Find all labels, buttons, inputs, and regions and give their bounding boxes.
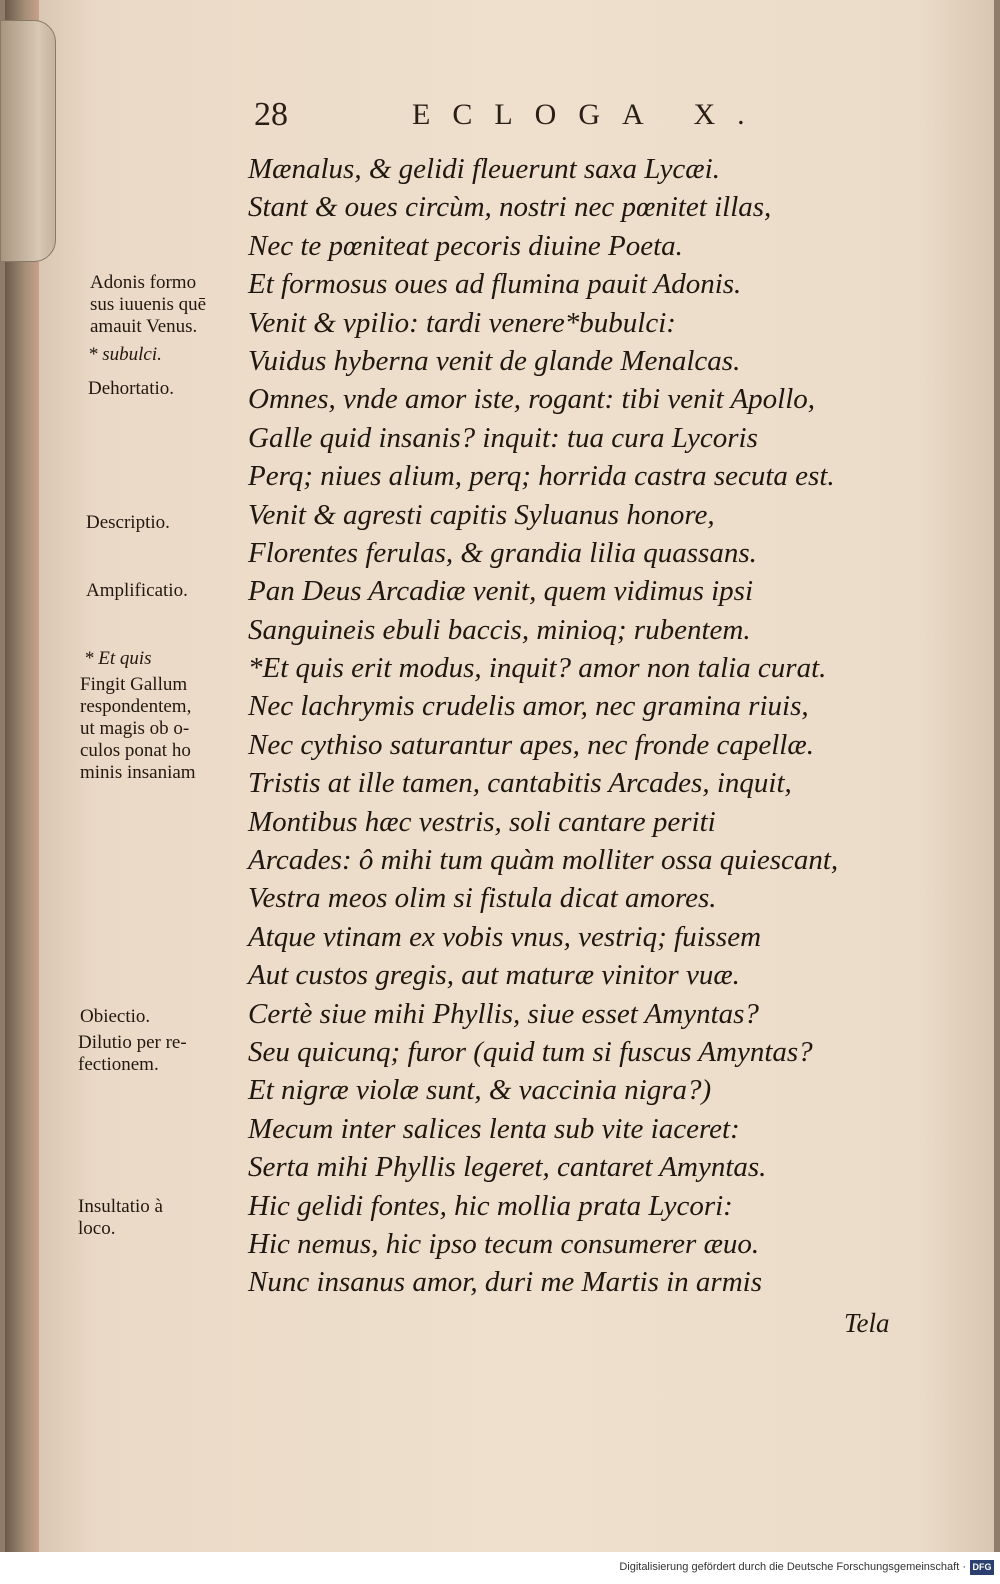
page-header [254, 96, 814, 140]
verse-line: Sanguineis ebuli baccis, minioq; rubentem. [248, 613, 751, 646]
marginal-note-subulci: * subulci. [88, 344, 162, 365]
verse-line: Aut custos gregis, aut maturæ vinitor vuæ. [248, 959, 740, 992]
verse-line: Et formosus oues ad flumina pauit Adonis. [248, 268, 742, 301]
verse-line: Mecum inter salices lenta sub vite iaceret: [248, 1112, 740, 1145]
marginal-note-obiectio: Obiectio. [80, 1006, 151, 1027]
marginal-note-dilutio: Dilutio per re- fectionem. [78, 1032, 187, 1075]
digitization-footer [0, 1552, 1000, 1584]
verse-line: Serta mihi Phyllis legeret, cantaret Amyntas. [248, 1151, 767, 1184]
page-tab [0, 20, 56, 262]
page-number: 28 [254, 96, 288, 133]
verse-line: Mænalus, & gelidi fleuerunt saxa Lycæi. [248, 153, 720, 185]
verse-line: Venit & vpilio: tardi venere*bubulci: [248, 306, 676, 339]
marginal-note-adonis: Adonis formo sus iuuenis quē amauit Venus. [90, 272, 207, 337]
verse-line: Seu quicunq; furor (quid tum si fuscus Amyntas? [248, 1035, 813, 1068]
marginal-note-fingit: Fingit Gallum respondentem, ut magis ob o- culos ponat ho minis insaniam [80, 674, 196, 783]
marginal-note-et-quis: * Et quis [84, 648, 152, 669]
marginal-note-amplificatio: Amplificatio. [86, 580, 188, 601]
verse-line: Hic nemus, hic ipso tecum consumerer æuo. [248, 1227, 760, 1260]
verse-line: Vuidus hyberna venit de glande Menalcas. [248, 344, 741, 377]
verse-line: Nec te pœniteat pecoris diuine Poeta. [248, 229, 683, 262]
verse-line: Venit & agresti capitis Syluanus honore, [248, 498, 715, 531]
verse-line: Nec lachrymis crudelis amor, nec gramina riuis, [248, 690, 809, 723]
marginal-note-dehortatio: Dehortatio. [88, 378, 175, 399]
marginal-note-insultatio: Insultatio à loco. [78, 1196, 163, 1239]
catchword: Tela [844, 1308, 890, 1338]
verse-line: Omnes, vnde amor iste, rogant: tibi venit Apollo, [248, 383, 816, 416]
verse-line: Perq; niues alium, perq; horrida castra secuta est. [248, 460, 835, 493]
verse-line: Montibus hæc vestris, soli cantare periti [248, 805, 716, 838]
verse-line: Arcades: ô mihi tum quàm molliter ossa quiescant, [248, 844, 839, 877]
verse-line: Tristis at ille tamen, cantabitis Arcades, inquit, [248, 767, 792, 800]
verse-line: Et nigræ violæ sunt, & vaccinia nigra?) [248, 1074, 712, 1107]
verse-line: Vestra meos olim si fistula dicat amores. [248, 882, 717, 915]
verse-line: Pan Deus Arcadiæ venit, quem vidimus ipsi [248, 575, 754, 608]
marginal-note-descriptio: Descriptio. [86, 512, 170, 533]
running-title: ECLOGA X. [412, 98, 767, 131]
verse-line: Atque vtinam ex vobis vnus, vestriq; fuissem [248, 920, 762, 953]
dfg-logo: DFG [970, 1560, 994, 1575]
verse-line: Stant & oues circùm, nostri nec pœnitet illas, [248, 191, 772, 224]
verse-text [248, 150, 948, 1302]
verse-line: Hic gelidi fontes, hic mollia prata Lycori: [248, 1189, 733, 1222]
funding-credit: Digitalisierung gefördert durch die Deutsche Forschungsgemeinschaft · [619, 1561, 966, 1573]
verse-line: Certè siue mihi Phyllis, siue esset Amyntas? [248, 997, 759, 1030]
verse-line: Florentes ferulas, & grandia lilia quassans. [248, 536, 757, 569]
verse-line: Nunc insanus amor, duri me Martis in armis [248, 1266, 762, 1299]
verse-line: Galle quid insanis? inquit: tua cura Lycoris [248, 421, 758, 454]
verse-line: *Et quis erit modus, inquit? amor non talia curat. [248, 652, 827, 685]
verse-line: Nec cythiso saturantur apes, nec fronde capellæ. [248, 728, 814, 761]
